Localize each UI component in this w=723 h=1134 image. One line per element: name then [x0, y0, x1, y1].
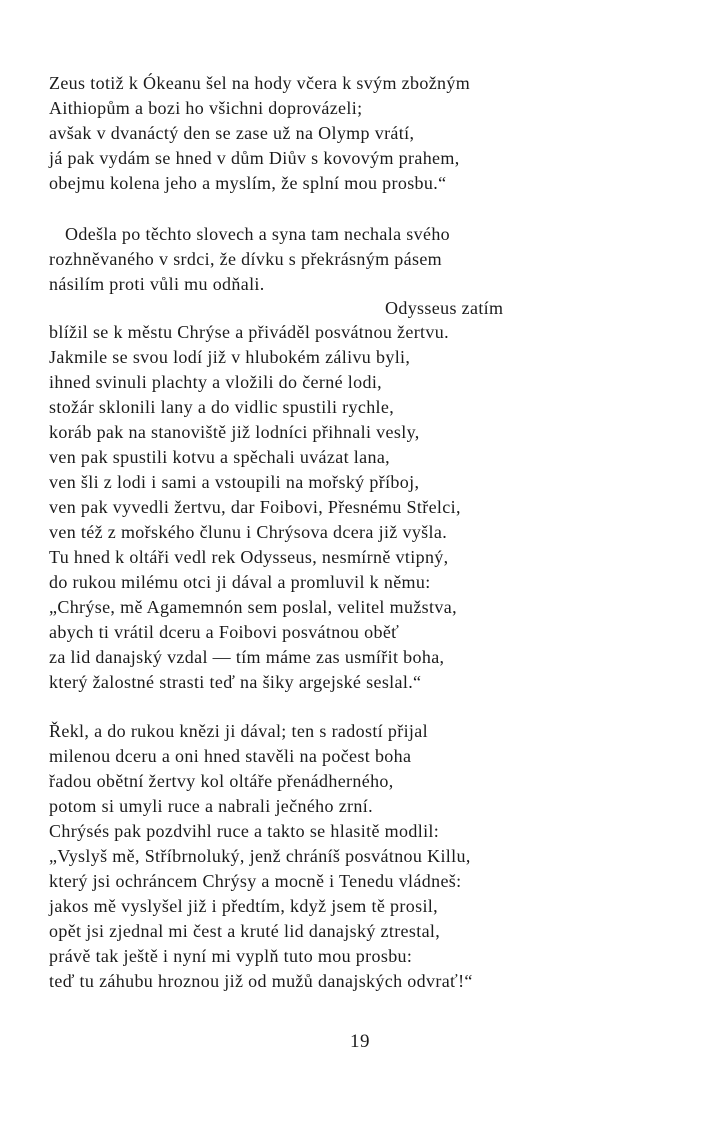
verse-line: ven šli z lodi i sami a vstoupili na mořský příboj, [49, 472, 420, 492]
verse-line: já pak vydám se hned v dům Diův s kovovým prahem, [49, 148, 460, 168]
verse-line: potom si umyli ruce a nabrali ječného zrní. [49, 796, 373, 816]
verse-line: Aithiopům a bozi ho všichni doprovázeli; [49, 98, 363, 118]
verse-line: za lid danajský vzdal — tím máme zas usmířit boha, [49, 647, 445, 667]
verse-line: ven též z mořského člunu i Chrýsova dcera již vyšla. [49, 522, 448, 542]
verse-line: teď tu záhubu hroznou již od mužů danajských odvrať!“ [49, 971, 473, 991]
verse-line: který jsi ochráncem Chrýsy a mocně i Tenedu vládneš: [49, 871, 462, 891]
verse-line: koráb pak na stanoviště již lodníci přihnali vesly, [49, 422, 420, 442]
verse-line: „Vyslyš mě, Stříbrnoluký, jenž chráníš posvátnou Killu, [49, 846, 471, 866]
verse-line: blížil se k městu Chrýse a přiváděl posvátnou žertvu. [49, 322, 449, 342]
verse-line: „Chrýse, mě Agamemnón sem poslal, velitel mužstva, [49, 597, 457, 617]
verse-line: Odysseus zatím [385, 298, 504, 318]
verse-line: do rukou milému otci ji dával a promluvil k němu: [49, 572, 431, 592]
verse-line: abych ti vrátil dceru a Foibovi posvátnou oběť [49, 622, 400, 642]
verse-line: stožár sklonili lany a do vidlic spustili rychle, [49, 397, 395, 417]
verse-line: Zeus totiž k Ókeanu šel na hody včera k svým zbožným [49, 73, 471, 93]
verse-line: obejmu kolena jeho a myslím, že splní mou prosbu.“ [49, 173, 447, 193]
verse-line: Jakmile se svou lodí již v hlubokém zálivu byli, [49, 347, 411, 367]
verse-line: násilím proti vůli mu odňali. [49, 274, 265, 294]
verse-line: ven pak vyvedli žertvu, dar Foibovi, Přesnému Střelci, [49, 497, 461, 517]
verse-line: Odešla po těchto slovech a syna tam nechala svého [65, 224, 451, 244]
verse-line: Chrýsés pak pozdvihl ruce a takto se hlasitě modlil: [49, 821, 440, 841]
verse-line: ihned svinuli plachty a vložili do černé lodi, [49, 372, 383, 392]
verse-line: řadou obětní žertvy kol oltáře přenádherného, [49, 771, 394, 791]
page-number: 19 [350, 1031, 370, 1052]
verse-line: který žalostné strasti teď na šiky argejské seslal.“ [49, 672, 422, 692]
verse-line: ven pak spustili kotvu a spěchali uvázat lana, [49, 447, 391, 467]
verse-line: právě tak ještě i nyní mi vyplň tuto mou prosbu: [49, 946, 413, 966]
verse-line: Tu hned k oltáři vedl rek Odysseus, nesmírně vtipný, [49, 547, 449, 567]
verse-line: Řekl, a do rukou knězi ji dával; ten s radostí přijal [49, 721, 428, 741]
verse-line: milenou dceru a oni hned stavěli na počest boha [49, 746, 412, 766]
verse-line: avšak v dvanáctý den se zase už na Olymp vrátí, [49, 123, 415, 143]
verse-line: jakos mě vyslyšel již i předtím, když jsem tě prosil, [49, 896, 438, 916]
verse-line: opět jsi zjednal mi čest a kruté lid danajský ztrestal, [49, 921, 441, 941]
verse-line: rozhněvaného v srdci, že dívku s překrásným pásem [49, 249, 443, 269]
